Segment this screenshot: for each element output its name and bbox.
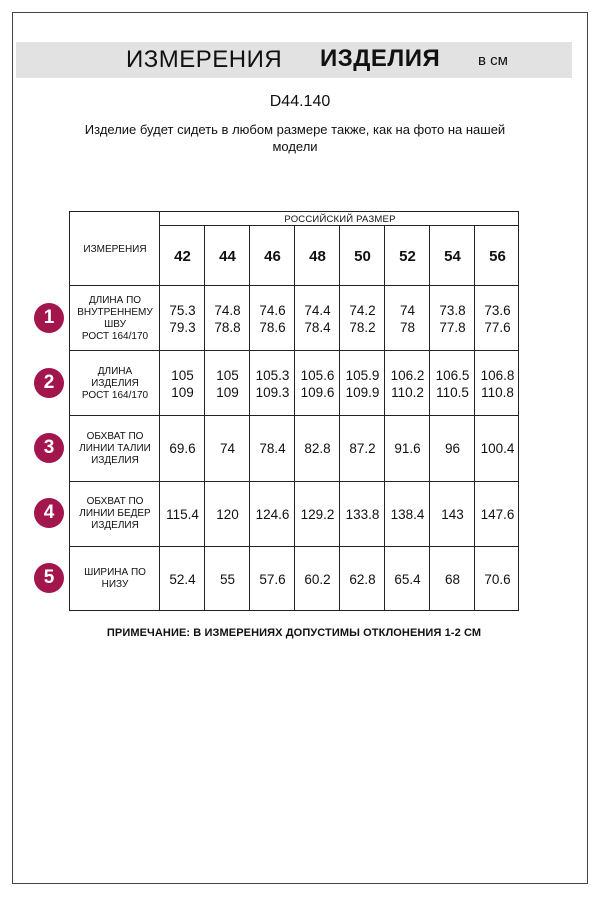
size-column-header: 46 — [264, 247, 281, 265]
cell-value: 110.2 — [391, 384, 424, 400]
size-column-header: 56 — [489, 247, 506, 265]
size-column-header: 50 — [354, 247, 371, 265]
cell-value: 82.8 — [304, 441, 331, 457]
row-label-line: ШВУ — [104, 318, 126, 330]
table-cell — [160, 547, 205, 612]
table-cell — [475, 416, 520, 481]
table-cell — [250, 286, 295, 351]
row-label — [70, 286, 160, 351]
cell-value: 110.5 — [436, 384, 469, 400]
cell-value: 52.4 — [169, 571, 196, 587]
size-column-header: 44 — [219, 247, 236, 265]
table-cell — [430, 416, 475, 481]
measurements-header: ИЗМЕРЕНИЯ — [83, 243, 147, 255]
table-cell — [295, 547, 340, 612]
row-label-line: ОБХВАТ ПО — [86, 496, 144, 508]
row-number-badge: 4 — [34, 498, 64, 528]
row-number-badge: 1 — [34, 303, 64, 333]
row-label-line: ИЗДЕЛИЯ — [91, 520, 139, 532]
cell-value: 75.3 — [169, 302, 196, 318]
cell-value: 55 — [219, 571, 236, 587]
table-cell — [205, 286, 250, 351]
row-label — [70, 351, 160, 416]
row-number-badge: 2 — [34, 368, 64, 398]
table-cell — [340, 416, 385, 481]
table-cell — [295, 286, 340, 351]
table-cell — [475, 482, 520, 547]
title-item: ИЗДЕЛИЯ — [320, 45, 441, 72]
cell-value: 109 — [216, 384, 239, 400]
row-number-badge: 5 — [34, 563, 64, 593]
cell-value: 77.8 — [439, 319, 466, 335]
cell-value: 74.4 — [304, 302, 331, 318]
table-cell — [250, 351, 295, 416]
table-cell — [430, 351, 475, 416]
cell-value: 106.8 — [480, 367, 515, 383]
cell-value: 79.3 — [169, 319, 196, 335]
table-cell — [205, 351, 250, 416]
cell-value: 106.2 — [390, 367, 425, 383]
cell-value: 62.8 — [349, 571, 376, 587]
cell-value: 105.9 — [345, 367, 380, 383]
table-cell — [250, 416, 295, 481]
cell-value: 147.6 — [480, 506, 515, 522]
row-label-line: ЛИНИИ БЕДЕР — [79, 508, 151, 520]
cell-value: 91.6 — [394, 441, 421, 457]
size-column-header: 48 — [309, 247, 326, 265]
cell-value: 73.8 — [439, 302, 466, 318]
cell-value: 78.4 — [259, 441, 286, 457]
cell-value: 106.5 — [435, 367, 470, 383]
cell-value: 109.9 — [345, 384, 380, 400]
size-column-header: 52 — [399, 247, 416, 265]
cell-value: 74.2 — [349, 302, 376, 318]
cell-value: 87.2 — [349, 441, 376, 457]
cell-value: 68 — [444, 571, 461, 587]
title-measurements: ИЗМЕРЕНИЯ — [126, 46, 283, 73]
cell-value: 143 — [441, 506, 464, 522]
row-label-line: РОСТ 164/170 — [81, 389, 149, 401]
row-label-line: ИЗДЕЛИЯ — [91, 377, 139, 389]
row-label-line: ДЛИНА ПО — [88, 294, 142, 306]
table-cell — [430, 286, 475, 351]
row-label — [70, 482, 160, 547]
table-cell — [385, 351, 430, 416]
table-cell — [475, 547, 520, 612]
cell-value: 129.2 — [300, 506, 335, 522]
table-cell — [160, 286, 205, 351]
cell-value: 60.2 — [304, 571, 331, 587]
table-cell — [385, 286, 430, 351]
table-cell — [475, 286, 520, 351]
table-cell — [295, 351, 340, 416]
fit-note: Изделие будет сидеть в любом размере также, как на фото на нашей модели — [84, 122, 506, 154]
table-cell — [385, 416, 430, 481]
table-cell — [475, 351, 520, 416]
cell-value: 109.6 — [300, 384, 335, 400]
row-label-line: ИЗДЕЛИЯ — [91, 454, 139, 466]
cell-value: 78 — [399, 319, 416, 335]
cell-value: 109 — [171, 384, 194, 400]
table-cell — [205, 416, 250, 481]
row-label-line: РОСТ 164/170 — [81, 330, 149, 342]
article-code: D44.140 — [269, 93, 331, 110]
table-cell — [205, 547, 250, 612]
table-cell — [160, 351, 205, 416]
table-cell — [295, 416, 340, 481]
table-cell — [250, 547, 295, 612]
cell-value: 138.4 — [390, 506, 425, 522]
cell-value: 78.4 — [304, 319, 331, 335]
cell-value: 105.3 — [255, 367, 290, 383]
row-number-badge: 3 — [34, 433, 64, 463]
cell-value: 78.6 — [259, 319, 286, 335]
size-column-header: 42 — [174, 247, 191, 265]
cell-value: 133.8 — [345, 506, 380, 522]
cell-value: 100.4 — [480, 441, 515, 457]
cell-value: 69.6 — [169, 441, 196, 457]
title-unit: в см — [478, 52, 508, 69]
table-cell — [160, 482, 205, 547]
cell-value: 96 — [444, 441, 461, 457]
row-label-line: ЛИНИИ ТАЛИИ — [79, 442, 151, 454]
cell-value: 78.8 — [214, 319, 241, 335]
row-label-line: ШИРИНА ПО — [84, 567, 146, 579]
cell-value: 65.4 — [394, 571, 421, 587]
cell-value: 105.6 — [300, 367, 335, 383]
table-cell — [340, 482, 385, 547]
cell-value: 74.8 — [214, 302, 241, 318]
table-cell — [430, 482, 475, 547]
cell-value: 74.6 — [259, 302, 286, 318]
cell-value: 105 — [216, 367, 239, 383]
table-cell — [250, 482, 295, 547]
table-cell — [295, 482, 340, 547]
russian-size-header: РОССИЙСКИЙ РАЗМЕР — [284, 213, 396, 225]
cell-value: 109.3 — [255, 384, 290, 400]
row-label-line: ДЛИНА — [97, 365, 133, 377]
size-table — [69, 211, 519, 611]
cell-value: 57.6 — [259, 571, 286, 587]
row-label — [70, 547, 160, 612]
table-cell — [160, 416, 205, 481]
row-label-line: НИЗУ — [101, 579, 129, 591]
size-column-header: 54 — [444, 247, 461, 265]
cell-value: 70.6 — [484, 571, 511, 587]
cell-value: 78.2 — [349, 319, 376, 335]
cell-value: 105 — [171, 367, 194, 383]
table-cell — [340, 286, 385, 351]
cell-value: 110.8 — [481, 384, 514, 400]
cell-value: 74 — [399, 302, 416, 318]
table-cell — [385, 547, 430, 612]
cell-value: 74 — [219, 441, 236, 457]
table-cell — [385, 482, 430, 547]
table-cell — [340, 547, 385, 612]
table-cell — [340, 351, 385, 416]
cell-value: 120 — [216, 506, 239, 522]
cell-value: 124.6 — [255, 506, 290, 522]
cell-value: 77.6 — [484, 319, 511, 335]
cell-value: 115.4 — [166, 506, 199, 522]
row-label-line: ВНУТРЕННЕМУ — [77, 306, 153, 318]
table-cell — [430, 547, 475, 612]
cell-value: 73.6 — [484, 302, 511, 318]
table-cell — [205, 482, 250, 547]
row-label — [70, 416, 160, 481]
row-label-line: ОБХВАТ ПО — [86, 430, 144, 442]
tolerance-note: ПРИМЕЧАНИЕ: В ИЗМЕРЕНИЯХ ДОПУСТИМЫ ОТКЛОНЕНИЯ 1-2 СМ — [106, 627, 482, 639]
